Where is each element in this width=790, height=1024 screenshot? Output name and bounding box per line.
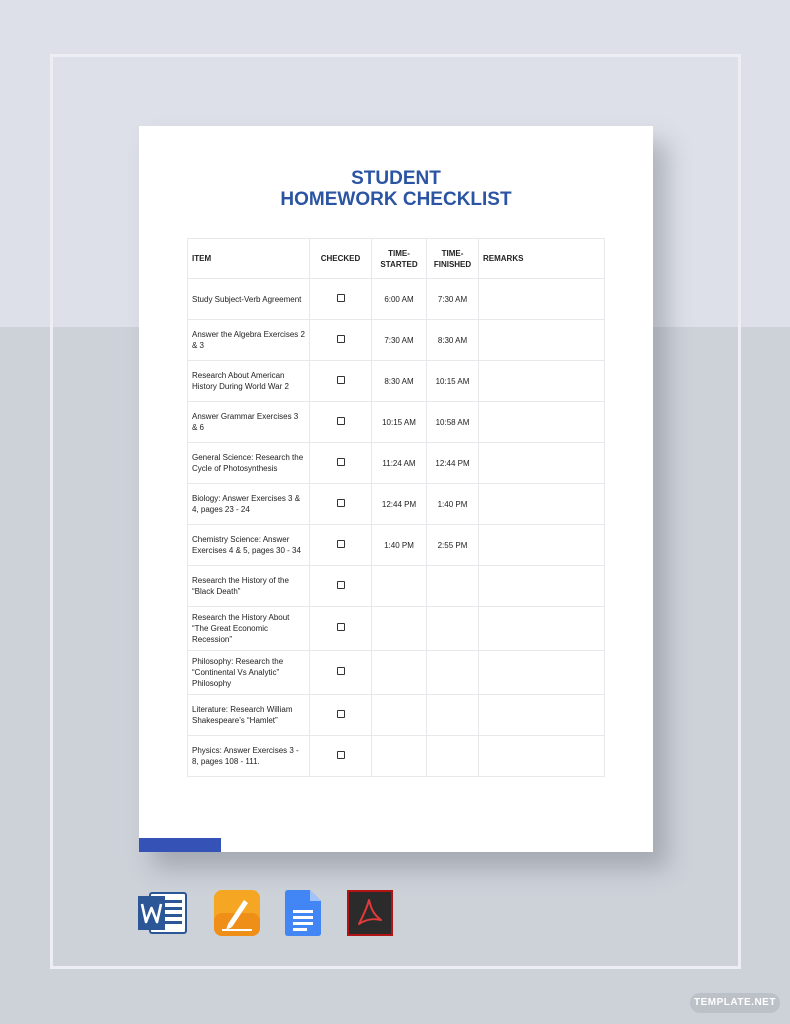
item-cell: Literature: Research William Shakespeare’s “Hamlet” [188, 695, 310, 736]
time-finished-cell: 2:55 PM [427, 525, 479, 566]
pages-icon[interactable] [214, 890, 260, 936]
checked-cell [310, 279, 372, 320]
document-page [139, 126, 653, 852]
time-finished-cell [427, 607, 479, 651]
column-header-time-started: TIME-STARTED [372, 239, 427, 279]
item-cell: Answer Grammar Exercises 3 & 6 [188, 402, 310, 443]
checked-cell [310, 361, 372, 402]
checkbox[interactable] [337, 710, 345, 718]
table-header-row [188, 239, 605, 279]
table-row [188, 695, 605, 736]
remarks-cell [479, 607, 605, 651]
time-started-cell: 10:15 AM [372, 402, 427, 443]
time-finished-cell: 10:15 AM [427, 361, 479, 402]
checkbox[interactable] [337, 581, 345, 589]
time-finished-cell: 10:58 AM [427, 402, 479, 443]
checkbox[interactable] [337, 623, 345, 631]
checked-cell [310, 607, 372, 651]
checkbox[interactable] [337, 458, 345, 466]
time-started-cell: 11:24 AM [372, 443, 427, 484]
time-finished-cell: 8:30 AM [427, 320, 479, 361]
remarks-cell [479, 736, 605, 777]
table-row [188, 566, 605, 607]
checklist-table [187, 238, 605, 777]
time-finished-cell [427, 695, 479, 736]
document-title [139, 168, 653, 210]
time-started-cell: 1:40 PM [372, 525, 427, 566]
column-header-checked: CHECKED [310, 239, 372, 279]
accent-bar [139, 838, 221, 852]
checked-cell [310, 695, 372, 736]
table-row [188, 320, 605, 361]
time-finished-cell: 1:40 PM [427, 484, 479, 525]
checked-cell [310, 736, 372, 777]
time-finished-cell [427, 651, 479, 695]
item-cell: Biology: Answer Exercises 3 & 4, pages 23 - 24 [188, 484, 310, 525]
remarks-cell [479, 525, 605, 566]
checkbox[interactable] [337, 751, 345, 759]
item-cell: Answer the Algebra Exercises 2 & 3 [188, 320, 310, 361]
item-cell: General Science: Research the Cycle of Photosynthesis [188, 443, 310, 484]
time-started-cell [372, 566, 427, 607]
column-header-remarks: REMARKS [479, 239, 605, 279]
table-row [188, 443, 605, 484]
google-docs-icon[interactable] [285, 890, 321, 936]
time-started-cell [372, 651, 427, 695]
title-line-2: HOMEWORK CHECKLIST [280, 189, 512, 210]
time-finished-cell [427, 566, 479, 607]
pdf-icon[interactable] [347, 890, 393, 936]
checked-cell [310, 402, 372, 443]
item-cell: Research About American History During World War 2 [188, 361, 310, 402]
checkbox[interactable] [337, 667, 345, 675]
table-row [188, 607, 605, 651]
checked-cell [310, 525, 372, 566]
time-started-cell: 6:00 AM [372, 279, 427, 320]
checkbox[interactable] [337, 335, 345, 343]
remarks-cell [479, 361, 605, 402]
time-finished-cell: 7:30 AM [427, 279, 479, 320]
table-row [188, 402, 605, 443]
checkbox[interactable] [337, 417, 345, 425]
table-row [188, 651, 605, 695]
checked-cell [310, 484, 372, 525]
table-row [188, 361, 605, 402]
checked-cell [310, 651, 372, 695]
remarks-cell [479, 695, 605, 736]
remarks-cell [479, 443, 605, 484]
time-started-cell [372, 695, 427, 736]
column-header-item: ITEM [188, 239, 310, 279]
item-cell: Study Subject-Verb Agreement [188, 279, 310, 320]
word-icon[interactable] [138, 890, 188, 936]
column-header-time-finished: TIME-FINISHED [427, 239, 479, 279]
item-cell: Philosophy: Research the “Continental Vs Analytic” Philosophy [188, 651, 310, 695]
format-icons [138, 890, 398, 940]
table-row [188, 484, 605, 525]
time-started-cell: 7:30 AM [372, 320, 427, 361]
remarks-cell [479, 320, 605, 361]
item-cell: Research the History of the “Black Death” [188, 566, 310, 607]
time-started-cell: 8:30 AM [372, 361, 427, 402]
table-row [188, 736, 605, 777]
remarks-cell [479, 402, 605, 443]
checkbox[interactable] [337, 499, 345, 507]
checked-cell [310, 566, 372, 607]
time-finished-cell: 12:44 PM [427, 443, 479, 484]
table-row [188, 525, 605, 566]
checkbox[interactable] [337, 294, 345, 302]
remarks-cell [479, 566, 605, 607]
brand-badge[interactable]: TEMPLATE.NET [690, 993, 780, 1013]
time-finished-cell [427, 736, 479, 777]
checkbox[interactable] [337, 540, 345, 548]
item-cell: Research the History About “The Great Economic Recession” [188, 607, 310, 651]
checked-cell [310, 320, 372, 361]
table-row [188, 279, 605, 320]
checked-cell [310, 443, 372, 484]
item-cell: Chemistry Science: Answer Exercises 4 & 5, pages 30 - 34 [188, 525, 310, 566]
time-started-cell [372, 736, 427, 777]
time-started-cell: 12:44 PM [372, 484, 427, 525]
time-started-cell [372, 607, 427, 651]
remarks-cell [479, 484, 605, 525]
item-cell: Physics: Answer Exercises 3 - 8, pages 108 - 111. [188, 736, 310, 777]
title-line-1: STUDENT [351, 168, 441, 189]
remarks-cell [479, 279, 605, 320]
checkbox[interactable] [337, 376, 345, 384]
remarks-cell [479, 651, 605, 695]
